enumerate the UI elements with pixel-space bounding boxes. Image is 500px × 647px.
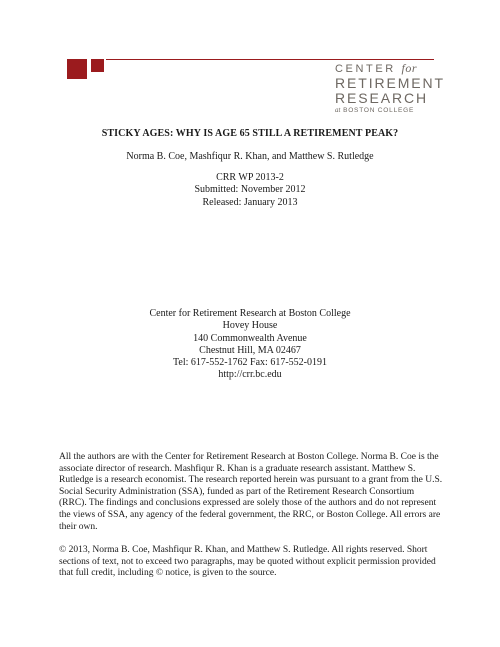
paper-meta: [0, 172, 500, 209]
institution-address: [0, 308, 500, 382]
logo-for-text: for: [401, 61, 417, 75]
address-street: 140 Commonwealth Avenue: [193, 332, 307, 344]
logo-line-center: [335, 62, 435, 75]
affiliation-paragraph: All the authors are with the Center for Retirement Research at Boston College. Norma B. Coe is the associate director of research. Mashfiqur R. Khan is a graduate research assistant. Matthew S. Rutledge is a research economist. The research reported herein was pursuant to a grant from the U.S. Social Security Administration (SSA), funded as part of the Retirement Research Consortium (RRC). The findings and conclusions expressed are solely those of the authors and do not represent the views of SSA, any agency of the federal government, the RRC, or Boston College. All errors are their own.: [59, 452, 443, 532]
crr-logo: [335, 61, 445, 115]
paper-title: STICKY AGES: WHY IS AGE 65 STILL A RETIREMENT PEAK?: [101, 128, 399, 139]
logo-research-text: RESEARCH: [335, 90, 428, 106]
logo-center-text: CENTER: [335, 63, 396, 75]
submitted-date: Submitted: November 2012: [194, 184, 306, 196]
logo-retirement-text: RETIREMENT: [335, 75, 445, 91]
header-rule: [106, 59, 434, 60]
logo-line-college: [335, 107, 435, 115]
address-phone-fax: Tel: 617-552-1762 Fax: 617-552-0191: [172, 357, 327, 369]
logo-boston-college-text: BOSTON COLLEGE: [343, 107, 415, 114]
working-paper-number: CRR WP 2013-2: [216, 172, 284, 183]
released-date: Released: January 2013: [202, 196, 298, 208]
address-org: Center for Retirement Research at Boston College: [149, 308, 351, 319]
logo-at-text: at: [335, 106, 341, 114]
address-url[interactable]: http://crr.bc.edu: [218, 369, 282, 381]
address-city: Chestnut Hill, MA 02467: [199, 344, 301, 356]
copyright-paragraph: © 2013, Norma B. Coe, Mashfiqur R. Khan, and Matthew S. Rutledge. All rights reserved. Short sections of text, not to exceed two paragraphs, may be quoted without explicit permission provided that full credit, including © notice, is given to the source.: [59, 545, 436, 579]
logo-square-large: [67, 59, 87, 79]
paper-authors: Norma B. Coe, Mashfiqur R. Khan, and Matthew S. Rutledge: [126, 151, 374, 162]
address-building: Hovey House: [222, 320, 278, 332]
logo-square-small: [91, 59, 104, 72]
